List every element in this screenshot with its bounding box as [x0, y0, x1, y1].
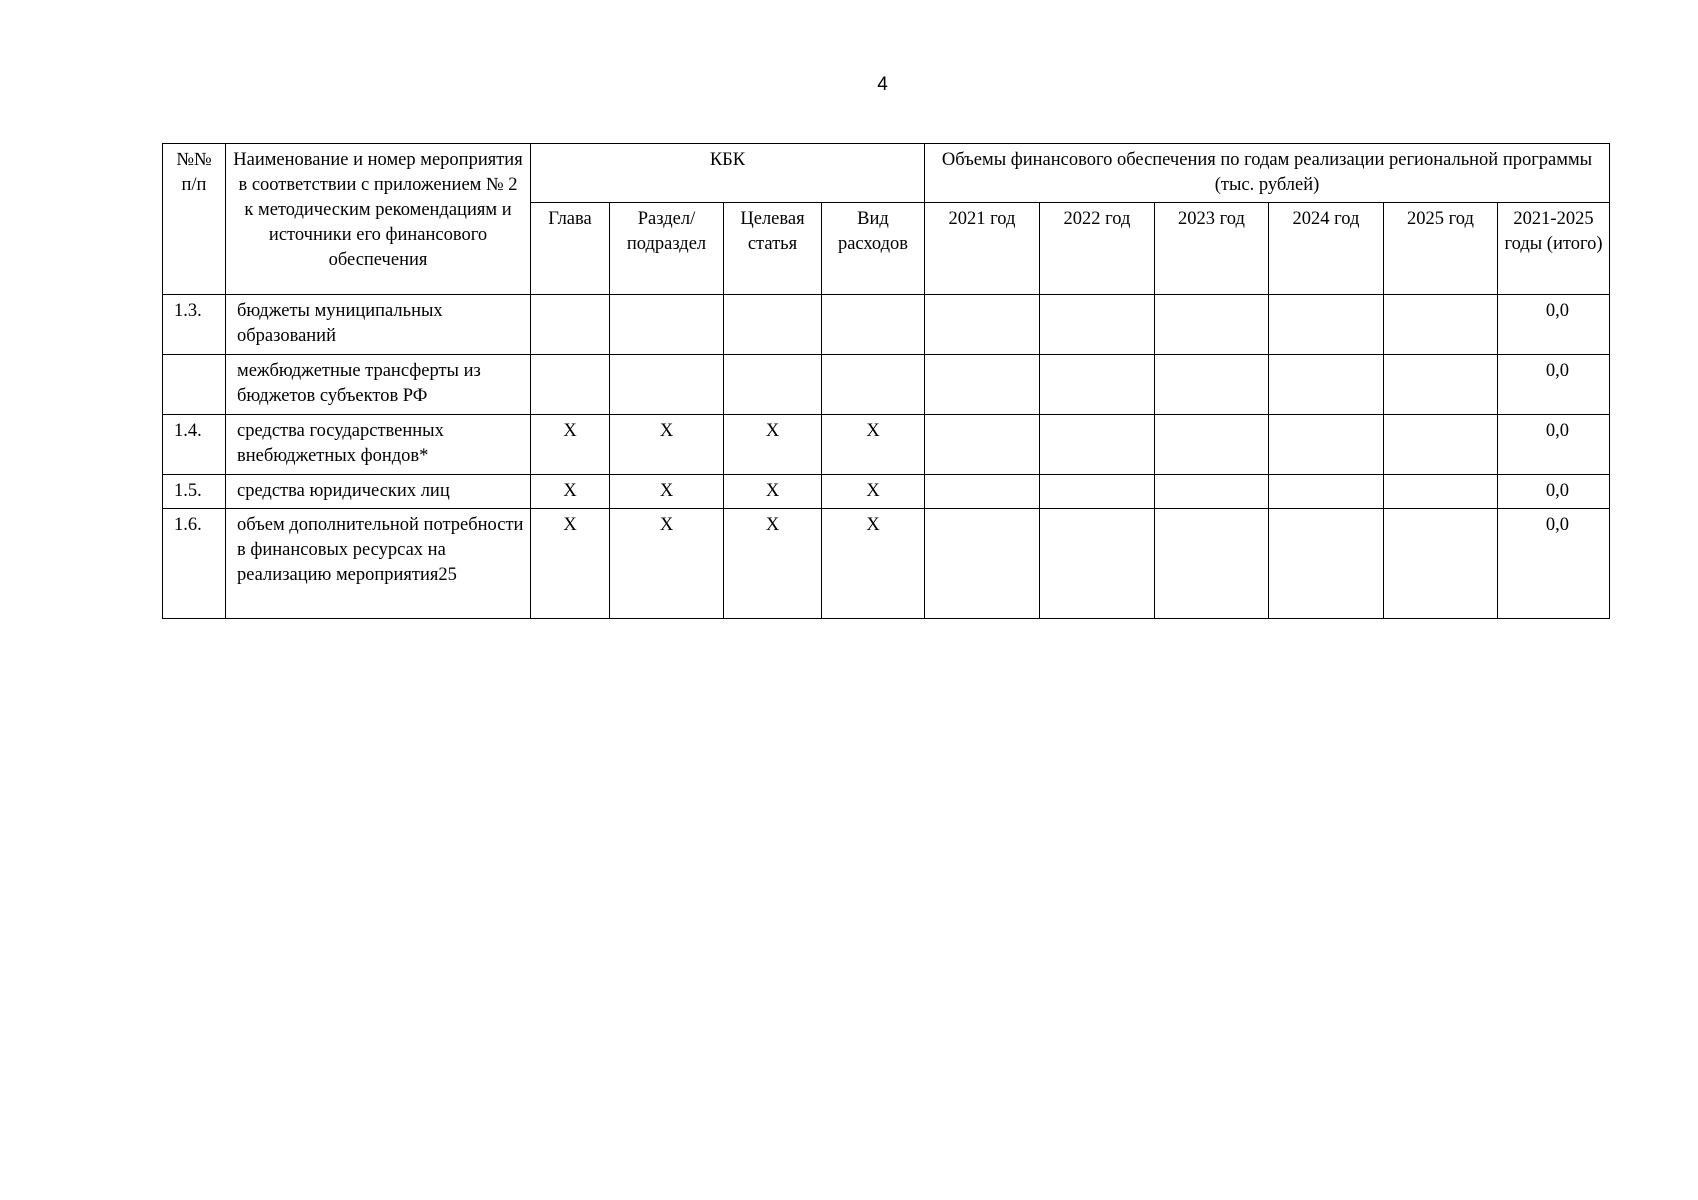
row-num: 1.3.	[163, 295, 226, 355]
row-2021	[925, 355, 1040, 415]
row-2025	[1384, 509, 1498, 619]
row-num: 1.4.	[163, 415, 226, 475]
header-total: 2021-2025 годы (итого)	[1498, 203, 1610, 295]
row-2024	[1269, 475, 1384, 509]
row-2024	[1269, 509, 1384, 619]
row-razdel: X	[610, 475, 724, 509]
row-name: средства государственных внебюджетных фондов*	[226, 415, 531, 475]
row-2022	[1040, 509, 1155, 619]
row-razdel	[610, 355, 724, 415]
row-celevaya: X	[724, 509, 822, 619]
row-2022	[1040, 475, 1155, 509]
row-2021	[925, 415, 1040, 475]
row-total: 0,0	[1498, 475, 1610, 509]
row-2025	[1384, 475, 1498, 509]
row-name: объем дополнительной потребности в финансовых ресурсах на реализацию мероприятия25	[226, 509, 531, 619]
table-row	[163, 415, 1610, 475]
header-row-top	[163, 144, 1610, 203]
header-2024: 2024 год	[1269, 203, 1384, 295]
row-2022	[1040, 415, 1155, 475]
row-name: средства юридических лиц	[226, 475, 531, 509]
row-celevaya: X	[724, 475, 822, 509]
row-2023	[1155, 415, 1269, 475]
row-razdel	[610, 295, 724, 355]
row-total: 0,0	[1498, 295, 1610, 355]
row-2023	[1155, 355, 1269, 415]
header-name: Наименование и номер мероприятия в соответствии с приложением № 2 к методическим рекомендациям и источники его финансового обеспечения	[226, 144, 531, 295]
row-2021	[925, 509, 1040, 619]
table-row	[163, 475, 1610, 509]
row-2024	[1269, 355, 1384, 415]
table-header	[163, 144, 1610, 295]
row-num	[163, 355, 226, 415]
table-row	[163, 355, 1610, 415]
header-2023: 2023 год	[1155, 203, 1269, 295]
row-total: 0,0	[1498, 355, 1610, 415]
row-2021	[925, 295, 1040, 355]
header-2021: 2021 год	[925, 203, 1040, 295]
row-2023	[1155, 295, 1269, 355]
row-2024	[1269, 415, 1384, 475]
header-2022: 2022 год	[1040, 203, 1155, 295]
row-num: 1.5.	[163, 475, 226, 509]
row-vid: X	[822, 509, 925, 619]
table-row	[163, 509, 1610, 619]
row-2022	[1040, 295, 1155, 355]
row-num: 1.6.	[163, 509, 226, 619]
row-2021	[925, 475, 1040, 509]
header-glava: Глава	[531, 203, 610, 295]
row-vid: X	[822, 415, 925, 475]
row-vid: X	[822, 475, 925, 509]
row-glava: X	[531, 475, 610, 509]
row-2025	[1384, 415, 1498, 475]
row-razdel: X	[610, 509, 724, 619]
row-name: межбюджетные трансферты из бюджетов субъектов РФ	[226, 355, 531, 415]
row-total: 0,0	[1498, 415, 1610, 475]
page-number: 4	[877, 74, 888, 95]
row-glava	[531, 295, 610, 355]
row-2022	[1040, 355, 1155, 415]
header-celevaya: Целевая статья	[724, 203, 822, 295]
row-glava: X	[531, 509, 610, 619]
row-glava	[531, 355, 610, 415]
header-2025: 2025 год	[1384, 203, 1498, 295]
header-volumes: Объемы финансового обеспечения по годам реализации региональной программы (тыс. рублей)	[925, 144, 1610, 203]
header-razdel: Раздел/ подраздел	[610, 203, 724, 295]
row-glava: X	[531, 415, 610, 475]
table-body	[163, 295, 1610, 619]
row-celevaya	[724, 355, 822, 415]
row-2025	[1384, 295, 1498, 355]
table-row	[163, 295, 1610, 355]
row-name: бюджеты муниципальных образований	[226, 295, 531, 355]
header-vid: Вид расходов	[822, 203, 925, 295]
row-vid	[822, 295, 925, 355]
row-2023	[1155, 475, 1269, 509]
row-razdel: X	[610, 415, 724, 475]
row-total: 0,0	[1498, 509, 1610, 619]
financing-table	[162, 143, 1610, 619]
row-celevaya	[724, 295, 822, 355]
row-2023	[1155, 509, 1269, 619]
header-kbk: КБК	[531, 144, 925, 203]
row-2025	[1384, 355, 1498, 415]
header-num: №№ п/п	[163, 144, 226, 295]
row-2024	[1269, 295, 1384, 355]
row-celevaya: X	[724, 415, 822, 475]
row-vid	[822, 355, 925, 415]
